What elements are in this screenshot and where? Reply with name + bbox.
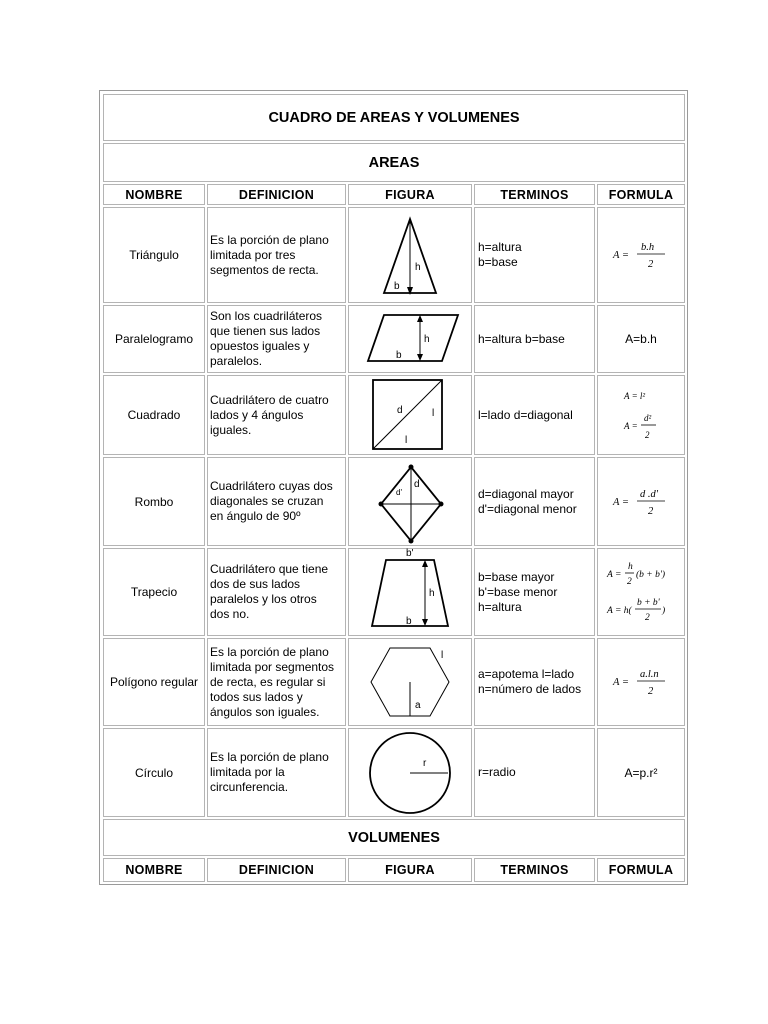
row-formula-paralelogramo: A=b.h	[597, 305, 685, 373]
vol-header-terminos: TERMINOS	[474, 858, 595, 882]
parallelogram-label-h: h	[424, 334, 430, 345]
triangle-formula	[611, 238, 671, 272]
vol-header-nombre: NOMBRE	[103, 858, 205, 882]
polygon-formula	[611, 665, 671, 699]
hexagon-label-a: a	[415, 700, 421, 711]
formula-lhs2: A = h(	[607, 606, 632, 616]
triangle-label-b: b	[394, 281, 400, 292]
row-terms-poligono: a=apotema l=lado n=número de lados	[474, 638, 595, 726]
triangle-diagram	[348, 207, 472, 303]
row-name-paralelogramo: Paralelogramo	[103, 305, 205, 373]
formula-lhs1: A =	[607, 570, 622, 580]
row-name-triangulo: Triángulo	[103, 207, 205, 303]
row-name-trapecio: Trapecio	[103, 548, 205, 636]
row-definition-poligono: Es la porción de plano limitada por segmentos de recta, es regular si todos sus lados y ángulos son iguales.	[207, 638, 346, 726]
header-formula: FORMULA	[597, 184, 685, 205]
formula-numerator: b.h	[641, 242, 655, 253]
rhombus-diagram	[348, 457, 472, 546]
formula-lhs: A =	[613, 250, 629, 261]
row-formula-circulo: A=p.r²	[597, 728, 685, 817]
row-formula-triangulo	[597, 207, 685, 303]
triangle-label-h: h	[415, 262, 421, 273]
formula-denominator2: 2	[645, 430, 650, 440]
parallelogram-figure	[348, 305, 472, 373]
rhombus-formula	[611, 485, 671, 519]
row-formula-trapecio	[597, 548, 685, 636]
row-name-cuadrado: Cuadrado	[103, 375, 205, 455]
parallelogram-label-b: b	[396, 350, 402, 361]
formula-denominator: 2	[648, 259, 654, 270]
row-formula-poligono	[597, 638, 685, 726]
triangle-figure	[348, 207, 472, 303]
vol-header-formula: FORMULA	[597, 858, 685, 882]
formula-denominator2: 2	[645, 613, 650, 623]
square-figure	[348, 375, 472, 455]
row-terms-circulo: r=radio	[474, 728, 595, 817]
row-definition-rombo: Cuadrilátero cuyas dos diagonales se cruzan en ángulo de 90º	[207, 457, 346, 546]
vol-header-figura: FIGURA	[348, 858, 472, 882]
trapezoid-figure	[348, 548, 472, 636]
row-terms-cuadrado: l=lado d=diagonal	[474, 375, 595, 455]
row-definition-paralelogramo: Son los cuadriláteros que tienen sus lados opuestos iguales y paralelos.	[207, 305, 346, 373]
row-name-rombo: Rombo	[103, 457, 205, 546]
row-formula-cuadrado	[597, 375, 685, 455]
areas-volumes-table	[99, 90, 688, 885]
row-name-poligono: Polígono regular	[103, 638, 205, 726]
header-terminos: TERMINOS	[474, 184, 595, 205]
row-definition-circulo: Es la porción de plano limitada por la circunferencia.	[207, 728, 346, 817]
areas-heading: AREAS	[103, 143, 685, 182]
trapezoid-diagram	[348, 548, 472, 636]
formula-lhs: A =	[613, 496, 629, 508]
row-name-circulo: Círculo	[103, 728, 205, 817]
row-definition-triangulo: Es la porción de plano limitada por tres segmentos de recta.	[207, 207, 346, 303]
table-title: CUADRO DE AREAS Y VOLUMENES	[103, 94, 685, 141]
hexagon-diagram	[348, 638, 472, 726]
row-formula-rombo	[597, 457, 685, 546]
formula-denominator: 2	[648, 505, 654, 517]
formula-lhs2: A =	[624, 421, 638, 431]
header-figura: FIGURA	[348, 184, 472, 205]
hexagon-label-l: l	[441, 650, 444, 661]
square-label-d: d	[397, 405, 403, 416]
row-terms-rombo: d=diagonal mayor d'=diagonal menor	[474, 457, 595, 546]
row-definition-cuadrado: Cuadrilátero de cuatro lados y 4 ángulos iguales.	[207, 375, 346, 455]
formula-denominator: 2	[648, 686, 654, 697]
trapezoid-label-h: h	[429, 588, 435, 599]
formula-rest2: )	[662, 606, 666, 616]
header-definicion: DEFINICION	[207, 184, 346, 205]
rhombus-label-d: d	[414, 479, 420, 490]
hexagon-figure	[348, 638, 472, 726]
row-terms-paralelogramo: h=altura b=base	[474, 305, 595, 373]
trapezoid-label-b-prime: b'	[406, 548, 414, 559]
circle-figure	[348, 728, 472, 817]
square-formula	[616, 385, 666, 445]
trapezoid-label-b: b	[406, 616, 412, 627]
square-label-l-right: l	[432, 408, 435, 419]
formula-numerator: d .d'	[640, 488, 658, 500]
formula-numerator1: h	[628, 562, 633, 572]
parallelogram-diagram	[348, 305, 472, 373]
rhombus-label-d-prime: d'	[396, 488, 402, 497]
circle-label-r: r	[423, 758, 427, 769]
square-diagram	[348, 375, 472, 455]
trapezoid-formula	[601, 557, 681, 627]
formula-rest1: (b + b')	[636, 570, 666, 580]
square-label-l-bottom: l	[405, 435, 408, 446]
volumes-heading: VOLUMENES	[103, 819, 685, 856]
formula-denominator1: 2	[627, 577, 632, 587]
formula-numerator: a.l.n	[640, 669, 659, 680]
circle-diagram	[348, 728, 472, 817]
formula-numerator2: d²	[644, 413, 652, 423]
formula-line1: A = l²	[624, 391, 646, 401]
vol-header-definicion: DEFINICION	[207, 858, 346, 882]
formula-numerator2: b + b'	[637, 598, 660, 608]
row-terms-trapecio: b=base mayor b'=base menor h=altura	[474, 548, 595, 636]
rhombus-figure	[348, 457, 472, 546]
row-terms-triangulo: h=altura b=base	[474, 207, 595, 303]
header-nombre: NOMBRE	[103, 184, 205, 205]
formula-lhs: A =	[613, 677, 629, 688]
row-definition-trapecio: Cuadrilátero que tiene dos de sus lados paralelos y los otros dos no.	[207, 548, 346, 636]
